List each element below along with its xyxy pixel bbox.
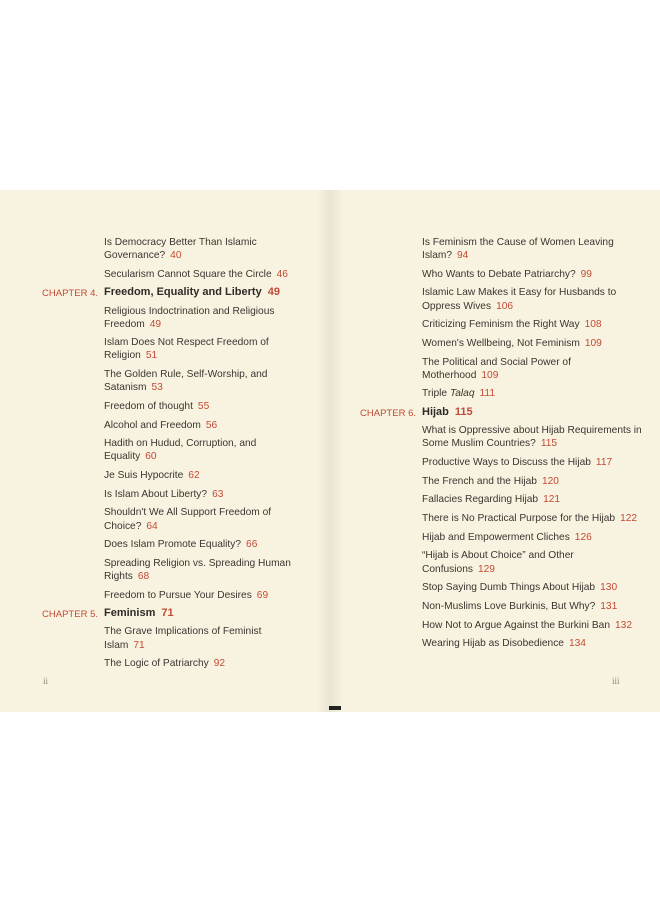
entry-title: Freedom of thought xyxy=(104,400,193,412)
entry-title: Is Islam About Liberty? xyxy=(104,488,208,500)
toc-entry xyxy=(422,286,644,312)
right-page xyxy=(330,190,660,712)
entry-title: Shouldn't We All Support Freedom of Choice? xyxy=(104,507,272,532)
toc-entry xyxy=(104,368,304,394)
entry-page-number: 109 xyxy=(481,369,499,381)
chapter-label: CHAPTER 4. xyxy=(42,288,98,300)
entry-page-number: 49 xyxy=(149,318,162,330)
toc-entry xyxy=(422,549,644,575)
entry-title: Freedom to Pursue Your Desires xyxy=(104,589,252,601)
entry-page-number: 51 xyxy=(145,350,158,362)
entry-title: Islamic Law Makes it Easy for Husbands to Oppress Wives xyxy=(422,287,617,312)
entry-title: Who Wants to Debate Patriarchy? xyxy=(422,268,576,280)
toc-entry xyxy=(104,236,304,262)
entry-title: The Grave Implications of Feminist Islam xyxy=(104,626,262,651)
entry-page-number: 60 xyxy=(145,451,157,463)
toc-entry xyxy=(422,387,644,400)
entry-title: Non-Muslims Love Burkinis, But Why? xyxy=(422,600,596,612)
entry-title: Hijab and Empowerment Cliches xyxy=(422,531,570,543)
entry-title: The Golden Rule, Self-Worship, and Satanism xyxy=(104,369,268,394)
entry-title: What is Oppressive about Hijab Requirements in Some Muslim Countries? xyxy=(422,425,642,450)
entry-title: Je Suis Hypocrite xyxy=(104,470,184,482)
entry-title: How Not to Argue Against the Burkini Ban xyxy=(422,619,611,631)
toc-entry xyxy=(104,557,304,583)
toc-entry xyxy=(104,268,304,281)
toc-entry xyxy=(104,589,304,602)
toc-entry xyxy=(104,506,304,532)
entry-page-number: 71 xyxy=(133,639,145,651)
toc-entry xyxy=(104,657,304,670)
toc-entry xyxy=(104,336,304,362)
entry-title: Criticizing Feminism the Right Way xyxy=(422,319,580,331)
toc-entry xyxy=(104,419,304,432)
entry-title: Is Democracy Better Than Islamic Governance? xyxy=(104,237,257,262)
entry-page-number: 131 xyxy=(600,600,618,612)
entry-page-number: 64 xyxy=(146,520,158,532)
entry-title: Hadith on Hudud, Corruption, and Equality xyxy=(104,438,257,463)
toc-entry xyxy=(422,581,644,594)
toc-entry xyxy=(422,456,644,469)
entry-title: There is No Practical Purpose for the Hijab xyxy=(422,513,616,525)
page-number-left: ii xyxy=(43,676,49,686)
entry-page-number: 120 xyxy=(541,475,559,487)
entry-page-number: 121 xyxy=(543,494,561,506)
entry-title: Fallacies Regarding Hijab xyxy=(422,494,539,506)
entry-page-number: 62 xyxy=(188,470,200,482)
entry-title: The Political and Social Power of Motherhood xyxy=(422,356,571,381)
toc-entry xyxy=(422,475,644,488)
entry-page-number: 63 xyxy=(212,488,224,500)
toc-entry xyxy=(104,625,304,651)
toc-entry xyxy=(104,400,304,413)
toc-entry xyxy=(422,493,644,506)
entry-page-number: 115 xyxy=(454,406,473,419)
entry-page-number: 94 xyxy=(457,250,469,262)
entry-page-number: 106 xyxy=(496,300,514,312)
entry-title: Triple Talaq xyxy=(422,388,475,400)
entry-page-number: 71 xyxy=(161,607,174,620)
entry-title: Does Islam Promote Equality? xyxy=(104,539,242,551)
chapter-heading xyxy=(42,607,304,621)
toc-entry xyxy=(422,637,644,650)
entry-title: Religious Indoctrination and Religious Freedom xyxy=(104,305,275,330)
toc-entry xyxy=(422,268,644,281)
entry-page-number: 49 xyxy=(267,286,280,299)
entry-page-number: 129 xyxy=(477,563,495,575)
entry-title: Secularism Cannot Square the Circle xyxy=(104,268,272,280)
chapter-heading xyxy=(360,406,644,420)
entry-title: Productive Ways to Discuss the Hijab xyxy=(422,456,591,468)
toc-entry xyxy=(422,236,644,262)
entry-page-number: 111 xyxy=(479,388,495,400)
chapter-title: Feminism xyxy=(104,607,156,620)
entry-title: Spreading Religion vs. Spreading Human Rights xyxy=(104,557,291,582)
entry-page-number: 46 xyxy=(276,268,288,280)
book-spread xyxy=(0,190,660,712)
entry-title: Islam Does Not Respect Freedom of Religion xyxy=(104,337,269,362)
toc-entry xyxy=(422,512,644,525)
chapter-label: CHAPTER 5. xyxy=(42,609,98,621)
toc-entry xyxy=(104,538,304,551)
toc-entry xyxy=(422,337,644,350)
entry-title: Wearing Hijab as Disobedience xyxy=(422,638,564,650)
toc-entry xyxy=(104,305,304,331)
entry-page-number: 117 xyxy=(595,456,613,468)
entry-page-number: 122 xyxy=(620,513,638,525)
entry-title: Is Feminism the Cause of Women Leaving Islam? xyxy=(422,237,614,262)
toc-entry xyxy=(422,619,644,632)
toc-entry xyxy=(422,531,644,544)
entry-page-number: 55 xyxy=(197,400,210,412)
entry-title: Alcohol and Freedom xyxy=(104,419,201,431)
toc-entry xyxy=(422,424,644,450)
toc-entry xyxy=(104,488,304,501)
entry-title: The Logic of Patriarchy xyxy=(104,658,209,670)
entry-page-number: 53 xyxy=(151,382,163,394)
page-number-right: iii xyxy=(612,676,620,686)
entry-title: “Hijab is About Choice” and Other Confusions xyxy=(422,550,574,575)
entry-page-number: 130 xyxy=(600,582,618,594)
entry-title: Stop Saying Dumb Things About Hijab xyxy=(422,582,596,594)
toc-list-right xyxy=(360,236,644,656)
entry-page-number: 40 xyxy=(170,250,182,262)
toc-entry xyxy=(422,356,644,382)
left-page xyxy=(0,190,330,712)
italic-term: Talaq xyxy=(449,388,475,400)
entry-page-number: 109 xyxy=(584,337,602,349)
entry-page-number: 115 xyxy=(540,438,558,450)
chapter-heading xyxy=(42,286,304,300)
entry-page-number: 126 xyxy=(574,531,592,543)
entry-page-number: 99 xyxy=(580,268,592,280)
toc-entry xyxy=(104,469,304,482)
entry-page-number: 134 xyxy=(568,638,586,650)
entry-page-number: 108 xyxy=(584,319,602,331)
entry-page-number: 56 xyxy=(205,419,218,431)
toc-entry xyxy=(422,318,644,331)
entry-page-number: 68 xyxy=(137,571,150,582)
entry-title: The French and the Hijab xyxy=(422,475,537,487)
entry-title: Women's Wellbeing, Not Feminism xyxy=(422,337,580,349)
toc-entry xyxy=(104,437,304,463)
chapter-title: Hijab xyxy=(422,406,449,419)
entry-page-number: 132 xyxy=(615,619,633,631)
entry-page-number: 66 xyxy=(246,539,258,551)
chapter-title: Freedom, Equality and Liberty xyxy=(104,286,262,299)
toc-entry xyxy=(422,600,644,613)
chapter-label: CHAPTER 6. xyxy=(360,408,416,420)
entry-page-number: 69 xyxy=(256,589,269,601)
entry-page-number: 92 xyxy=(213,658,226,670)
toc-list-left xyxy=(42,236,304,676)
